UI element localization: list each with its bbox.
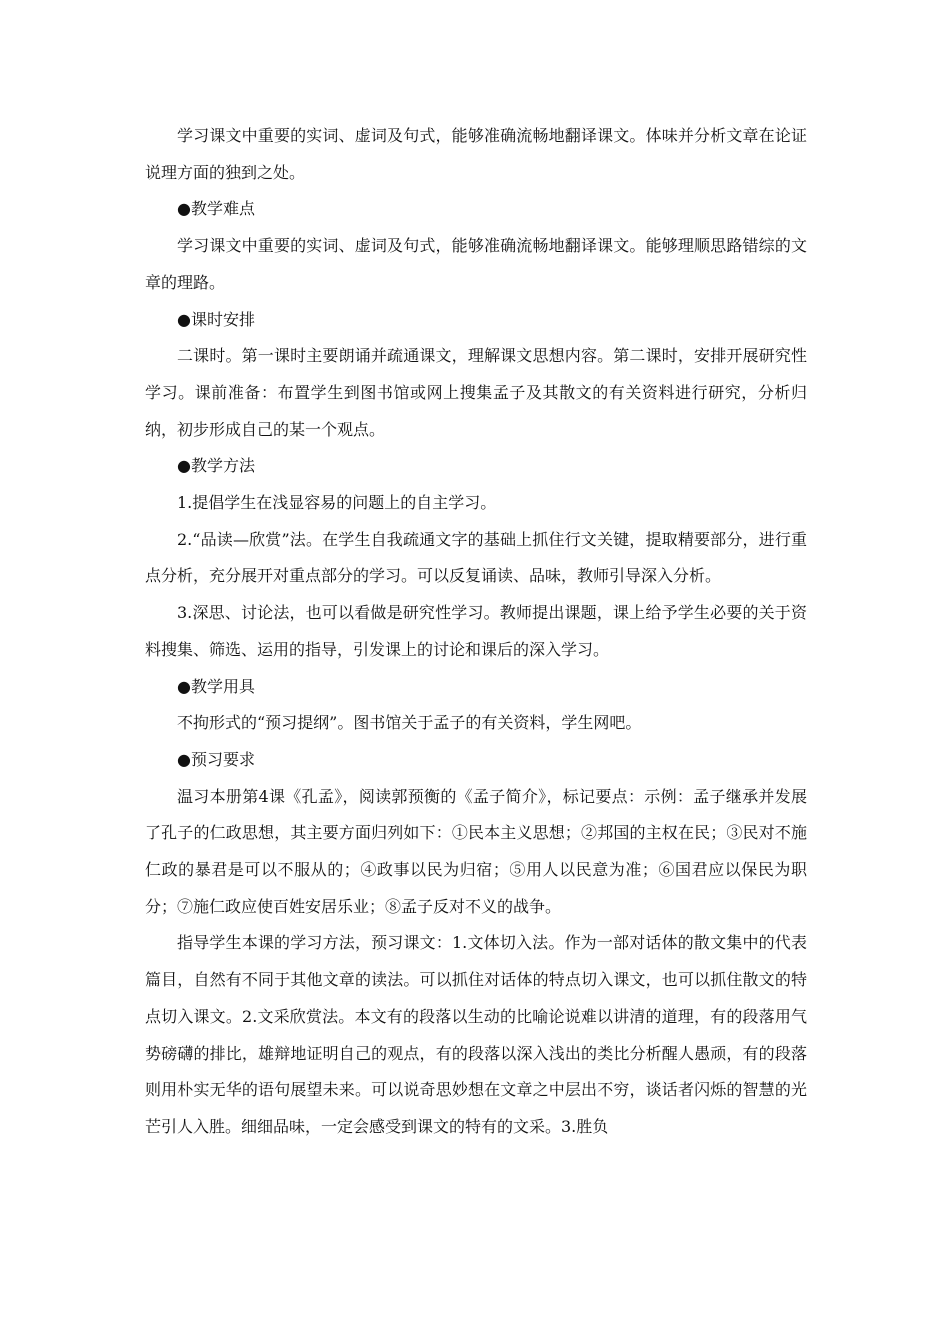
- paragraph: 指导学生本课的学习方法，预习课文：1.文体切入法。作为一部对话体的散文集中的代表篇目，自然有不同于其他文章的读法。可以抓住对话体的特点切入课文，也可以抓住散文的特点切入课文。2.文采欣赏法。本文有的段落以生动的比喻论说难以讲清的道理，有的段落用气势磅礴的排比，雄辩地证明自己的观点，有的段落以深入浅出的类比分析醒人愚顽，有的段落则用朴实无华的语句展望未来。可以说奇思妙想在文章之中层出不穷，谈话者闪烁的智慧的光芒引人入胜。细细品味，一定会感受到课文的特有的文采。3.胜负: [145, 933, 807, 1136]
- section-heading-tools: ●教学用具: [177, 676, 255, 696]
- method-item-1: 1.提倡学生在浅显容易的问题上的自主学习。: [177, 493, 497, 513]
- section-heading-preview: ●预习要求: [177, 749, 255, 769]
- paragraph: 二课时。第一课时主要朗诵并疏通课文，理解课文思想内容。第二课时，安排开展研究性学习。课前准备：布置学生到图书馆或网上搜集孟子及其散文的有关资料进行研究，分析归纳，初步形成自己的某一个观点。: [145, 346, 807, 439]
- paragraph: 学习课文中重要的实词、虚词及句式，能够准确流畅地翻译课文。体味并分析文章在论证说理方面的独到之处。: [145, 126, 807, 182]
- section-heading-schedule: ●课时安排: [177, 309, 255, 329]
- section-heading-methods: ●教学方法: [177, 456, 255, 476]
- method-item-2: 2.“品读—欣赏”法。在学生自我疏通文字的基础上抓住行文关键，提取精要部分，进行重点分析，充分展开对重点部分的学习。可以反复诵读、品味，教师引导深入分析。: [145, 529, 807, 586]
- method-item-3: 3.深思、讨论法，也可以看做是研究性学习。教师提出课题，课上给予学生必要的关于资料搜集、筛选、运用的指导，引发课上的讨论和课后的深入学习。: [145, 603, 807, 659]
- paragraph: 温习本册第4课《孔孟》，阅读郭预衡的《孟子简介》，标记要点：示例：孟子继承并发展了孔子的仁政思想，其主要方面归列如下：①民本主义思想；②邦国的主权在民；③民对不施仁政的暴君是可以不服从的；④政事以民为归宿；⑤用人以民意为准；⑥国君应以保民为职分；⑦施仁政应使百姓安居乐业；⑧孟子反对不义的战争。: [145, 786, 807, 916]
- section-heading-difficulties: ●教学难点: [177, 199, 255, 219]
- document-page: [145, 118, 807, 1146]
- paragraph: 不拘形式的“预习提纲”。图书馆关于孟子的有关资料，学生网吧。: [177, 713, 642, 733]
- paragraph: 学习课文中重要的实词、虚词及句式，能够准确流畅地翻译课文。能够理顺思路错综的文章的理路。: [145, 236, 807, 292]
